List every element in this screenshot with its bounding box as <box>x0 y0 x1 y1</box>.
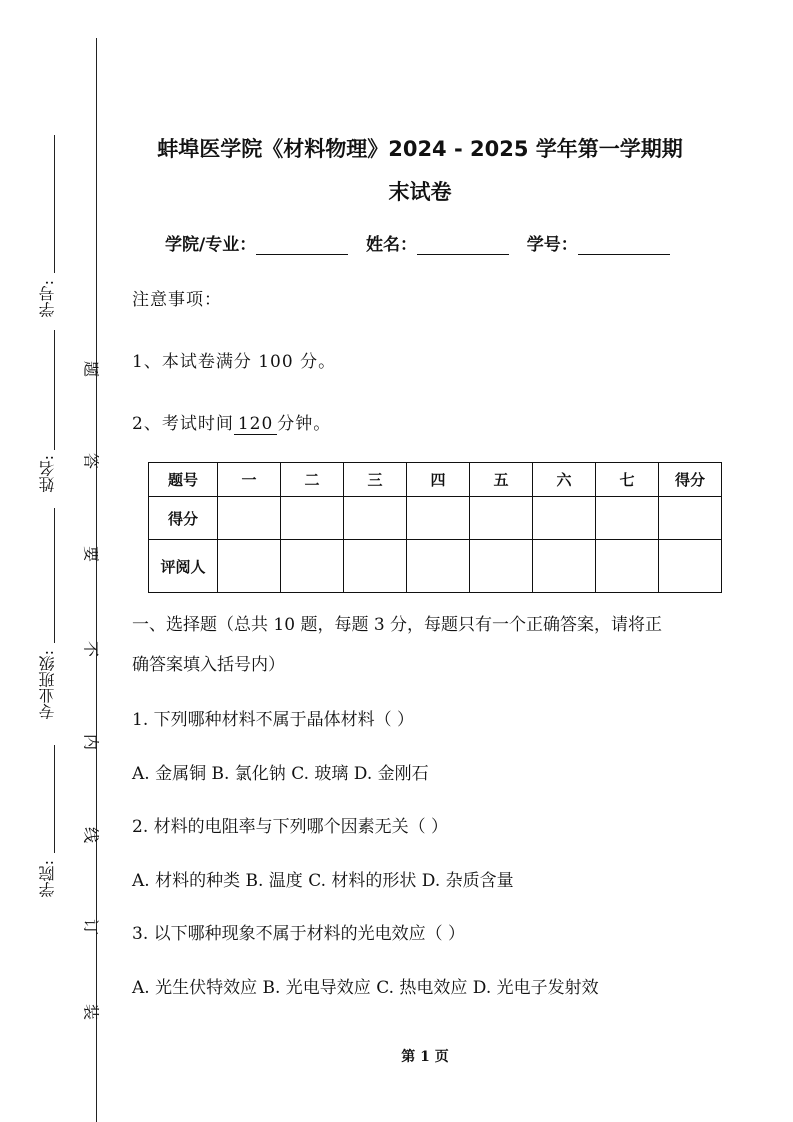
margin-name-label: 姓名: <box>38 455 57 493</box>
margin-major-class-label: 专业班级: <box>38 650 57 720</box>
question-1-options: A. 金属铜 B. 氯化钠 C. 玻璃 D. 金刚石 <box>132 764 429 784</box>
score-header-cell: 题号 <box>149 463 218 497</box>
student-id-label: 学号： <box>526 235 578 255</box>
reviewer-cell[interactable] <box>344 540 407 593</box>
note-item-2-prefix: 2、考试时间 <box>132 414 234 434</box>
margin-major-line-top <box>54 508 55 643</box>
margin-college-line-top <box>54 745 55 853</box>
score-cell[interactable] <box>470 497 533 540</box>
score-cell[interactable] <box>218 497 281 540</box>
score-cell[interactable] <box>533 497 596 540</box>
name-blank[interactable] <box>417 236 509 255</box>
score-cell[interactable] <box>407 497 470 540</box>
score-header-cell: 六 <box>533 463 596 497</box>
question-2-stem: 2. 材料的电阻率与下列哪个因素无关（ ） <box>132 817 449 837</box>
student-info-line <box>165 230 670 255</box>
score-row-label: 得分 <box>149 497 218 540</box>
reviewer-cell[interactable] <box>407 540 470 593</box>
reviewer-cell[interactable] <box>659 540 722 593</box>
student-id-blank[interactable] <box>578 236 670 255</box>
score-cell[interactable] <box>281 497 344 540</box>
question-1-stem: 1. 下列哪种材料不属于晶体材料（ ） <box>132 710 415 730</box>
question-3-options: A. 光生伏特效应 B. 光电导效应 C. 热电效应 D. 光电子发射效 <box>132 978 599 998</box>
margin-college-label: 学院: <box>38 860 57 898</box>
exam-title-line2: 末试卷 <box>388 180 452 204</box>
college-major-blank[interactable] <box>256 236 348 255</box>
score-header-cell: 七 <box>596 463 659 497</box>
score-header-cell: 得分 <box>659 463 722 497</box>
score-header-cell: 四 <box>407 463 470 497</box>
reviewer-row-label: 评阅人 <box>149 540 218 593</box>
note-item-2-suffix: 分钟。 <box>277 414 332 434</box>
score-header-cell: 三 <box>344 463 407 497</box>
section1-heading-line2: 确答案填入括号内） <box>132 655 285 675</box>
name-label: 姓名： <box>365 235 417 255</box>
seal-char-4: 不 <box>83 638 100 658</box>
seal-char-8: 装 <box>83 1001 100 1021</box>
seal-char-7: 订 <box>83 916 100 936</box>
score-cell[interactable] <box>596 497 659 540</box>
reviewer-cell[interactable] <box>281 540 344 593</box>
score-table-reviewer-row <box>149 540 722 593</box>
score-table-score-row <box>149 497 722 540</box>
score-cell[interactable] <box>344 497 407 540</box>
seal-char-5: 内 <box>83 731 100 751</box>
binding-line <box>96 38 97 1122</box>
reviewer-cell[interactable] <box>218 540 281 593</box>
score-table-header-row <box>149 463 722 497</box>
margin-student-id-label: 学号: <box>38 280 57 318</box>
margin-student-id-line <box>54 135 55 273</box>
reviewer-cell[interactable] <box>596 540 659 593</box>
note-item-1: 1、本试卷满分 100 分。 <box>132 352 337 372</box>
score-header-cell: 一 <box>218 463 281 497</box>
reviewer-cell[interactable] <box>533 540 596 593</box>
score-table <box>148 462 722 593</box>
margin-name-line-top <box>54 330 55 450</box>
question-3-stem: 3. 以下哪种现象不属于材料的光电效应（ ） <box>132 924 466 944</box>
notes-heading: 注意事项： <box>132 290 222 310</box>
exam-title-line1: 蚌埠医学院《材料物理》2024 - 2025 学年第一学期期 <box>157 137 683 161</box>
seal-char-6: 线 <box>83 824 100 844</box>
score-header-cell: 二 <box>281 463 344 497</box>
exam-duration-value: 120 <box>234 414 277 435</box>
page-number: 第 1 页 <box>401 1049 449 1065</box>
score-cell[interactable] <box>659 497 722 540</box>
seal-char-3: 要 <box>83 543 100 563</box>
question-2-options: A. 材料的种类 B. 温度 C. 材料的形状 D. 杂质含量 <box>132 871 514 891</box>
seal-char-2: 答 <box>83 450 100 470</box>
seal-char-1: 题 <box>83 358 100 378</box>
reviewer-cell[interactable] <box>470 540 533 593</box>
college-major-label: 学院/专业： <box>165 235 257 255</box>
note-item-2 <box>132 409 331 435</box>
score-header-cell: 五 <box>470 463 533 497</box>
section1-heading-line1: 一、选择题（总共 10 题，每题 3 分，每题只有一个正确答案，请将正 <box>132 615 663 635</box>
